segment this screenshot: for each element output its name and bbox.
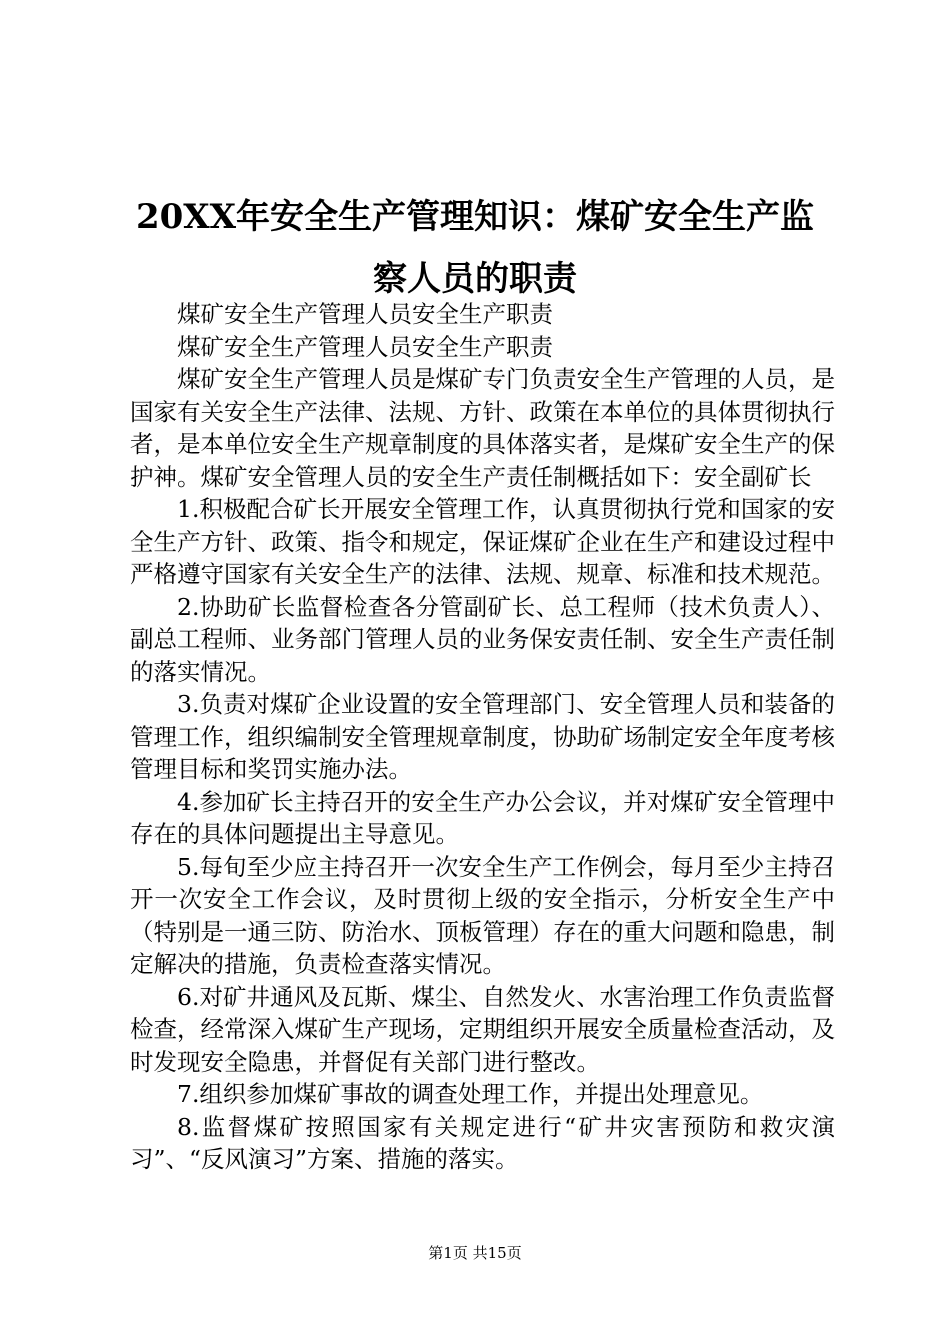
paragraph: 煤矿安全生产管理人员安全生产职责: [177, 332, 553, 361]
paragraph: 4.参加矿长主持召开的安全生产办公会议，并对煤矿安全管理中存在的具体问题提出主导意见。: [130, 787, 835, 848]
title-line-1: 20XX年安全生产管理知识：煤矿安全生产监: [135, 197, 815, 237]
paragraph: 3.负责对煤矿企业设置的安全管理部门、安全管理人员和装备的管理工作，组织编制安全管理规章制度，协助矿场制定安全年度考核管理目标和奖罚实施办法。: [130, 690, 835, 783]
paragraph: 5.每旬至少应主持召开一次安全生产工作例会，每月至少主持召开一次安全工作会议，及时贯彻上级的安全指示，分析安全生产中（特别是一通三防、防治水、顶板管理）存在的重大问题和隐患，制定解决的措施，负责检查落实情况。: [130, 852, 835, 978]
paragraph: 煤矿安全生产管理人员是煤矿专门负责安全生产管理的人员，是国家有关安全生产法律、法规、方针、政策在本单位的具体贯彻执行者，是本单位安全生产规章制度的具体落实者，是煤矿安全生产的保护神。煤矿安全管理人员的安全生产责任制概括如下：安全副矿长: [130, 365, 835, 491]
paragraph: 8.监督煤矿按照国家有关规定进行“矿井灾害预防和救灾演习”、“反风演习”方案、措施的落实。: [130, 1112, 835, 1173]
paragraph: 2.协助矿长监督检查各分管副矿长、总工程师（技术负责人）、副总工程师、业务部门管理人员的业务保安责任制、安全生产责任制的落实情况。: [130, 592, 835, 686]
page-footer: 第1页 共15页: [428, 1244, 522, 1262]
document-title: [100, 186, 850, 310]
title-line-2: 察人员的职责: [373, 259, 577, 299]
paragraph: 6.对矿井通风及瓦斯、煤尘、自然发火、水害治理工作负责监督检查，经常深入煤矿生产现场，定期组织开展安全质量检查活动，及时发现安全隐患，并督促有关部门进行整改。: [130, 982, 835, 1076]
document-body: [130, 298, 835, 1176]
paragraph: 7.组织参加煤矿事故的调查处理工作，并提出处理意见。: [177, 1080, 764, 1108]
paragraph: 1.积极配合矿长开展安全管理工作，认真贯彻执行党和国家的安全生产方针、政策、指令和规定，保证煤矿企业在生产和建设过程中严格遵守国家有关安全生产的法律、法规、规章、标准和技术规范。: [130, 495, 835, 588]
paragraph: 煤矿安全生产管理人员安全生产职责: [177, 300, 553, 328]
